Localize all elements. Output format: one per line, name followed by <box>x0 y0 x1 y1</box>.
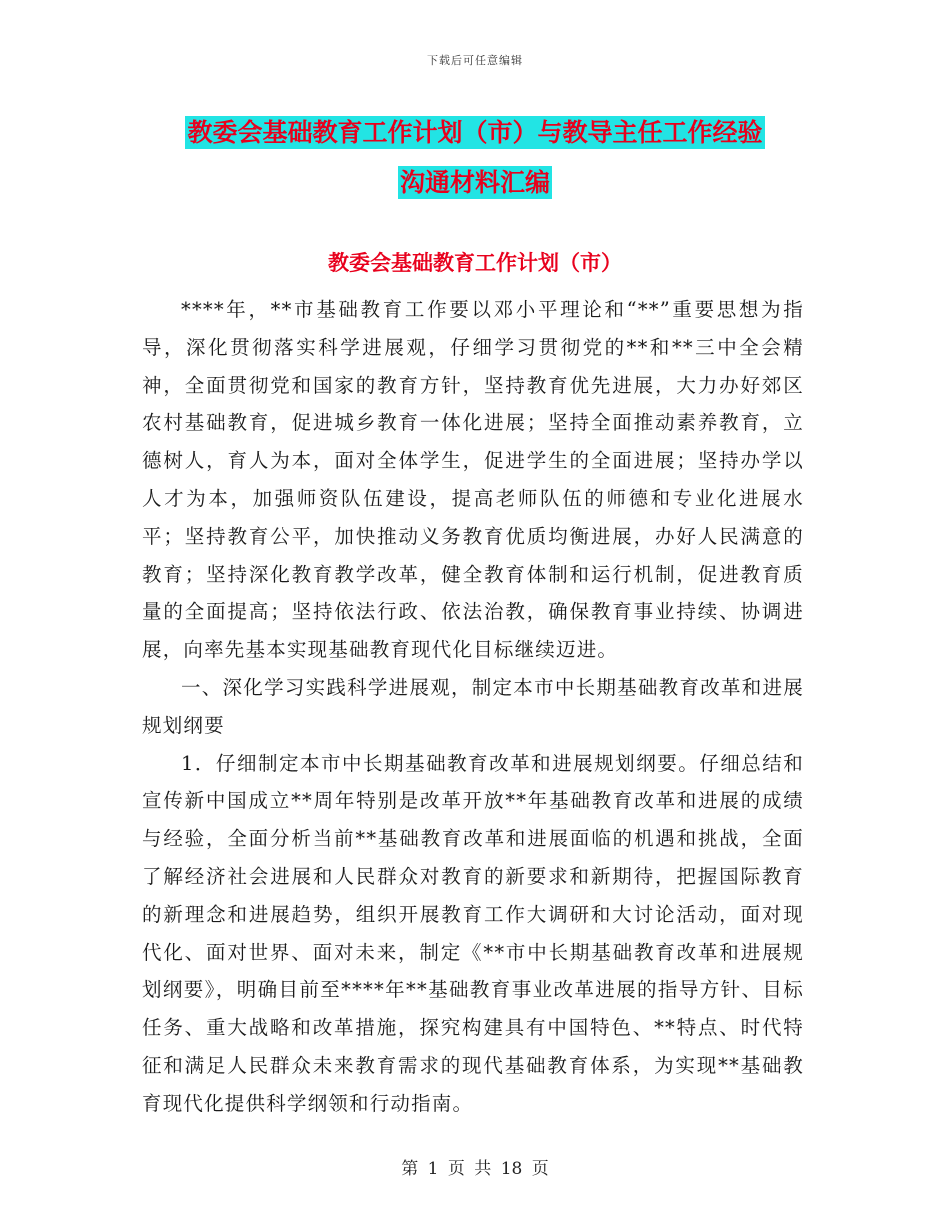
title-line-2: 沟通材料汇编 <box>399 168 550 197</box>
page-number-footer: 第 1 页 共 18 页 <box>401 1159 549 1179</box>
document-body <box>142 291 804 1123</box>
section-title: 教委会基础教育工作计划（市） <box>328 251 622 275</box>
body-paragraph-item-1: 1．仔细制定本市中长期基础教育改革和进展规划纲要。仔细总结和宣传新中国成立**周年特别是改革开放**年基础教育改革和进展的成绩与经验，全面分析当前**基础教育改革和进展面临的机遇和挑战，全面了解经济社会进展和人民群众对教育的新要求和新期待，把握国际教育的新理念和进展趋势，组织开展教育工作大调研和大讨论活动，面对现代化、面对世界、面对未来，制定《**市中长期基础教育改革和进展规划纲要》，明确目前至****年**基础教育事业改革进展的指导方针、目标任务、重大战略和改革措施，探究构建具有中国特色、**特点、时代特征和满足人民群众未来教育需求的现代基础教育体系，为实现**基础教育现代化提供科学纲领和行动指南。 <box>142 751 804 1115</box>
body-heading-section-1: 一、深化学习实践科学进展观，制定本市中长期基础教育改革和进展规划纲要 <box>142 675 804 737</box>
title-line-1: 教委会基础教育工作计划（市）与教导主任工作经验 <box>187 118 763 147</box>
page-header-note: 下载后可任意编辑 <box>427 54 523 67</box>
document-title <box>0 108 950 208</box>
body-paragraph-intro: ****年，**市基础教育工作要以邓小平理论和“**”重要思想为指导，深化贯彻落实科学进展观，仔细学习贯彻党的**和**三中全会精神，全面贯彻党和国家的教育方针，坚持教育优先进展，大力办好郊区农村基础教育，促进城乡教育一体化进展；坚持全面推动素养教育，立德树人，育人为本，面对全体学生，促进学生的全面进展；坚持办学以人才为本，加强师资队伍建设，提高老师队伍的师德和专业化进展水平；坚持教育公平，加快推动义务教育优质均衡进展，办好人民满意的教育；坚持深化教育教学改革，健全教育体制和运行机制，促进教育质量的全面提高；坚持依法行政、依法治教，确保教育事业持续、协调进展，向率先基本实现基础教育现代化目标继续迈进。 <box>142 298 804 662</box>
